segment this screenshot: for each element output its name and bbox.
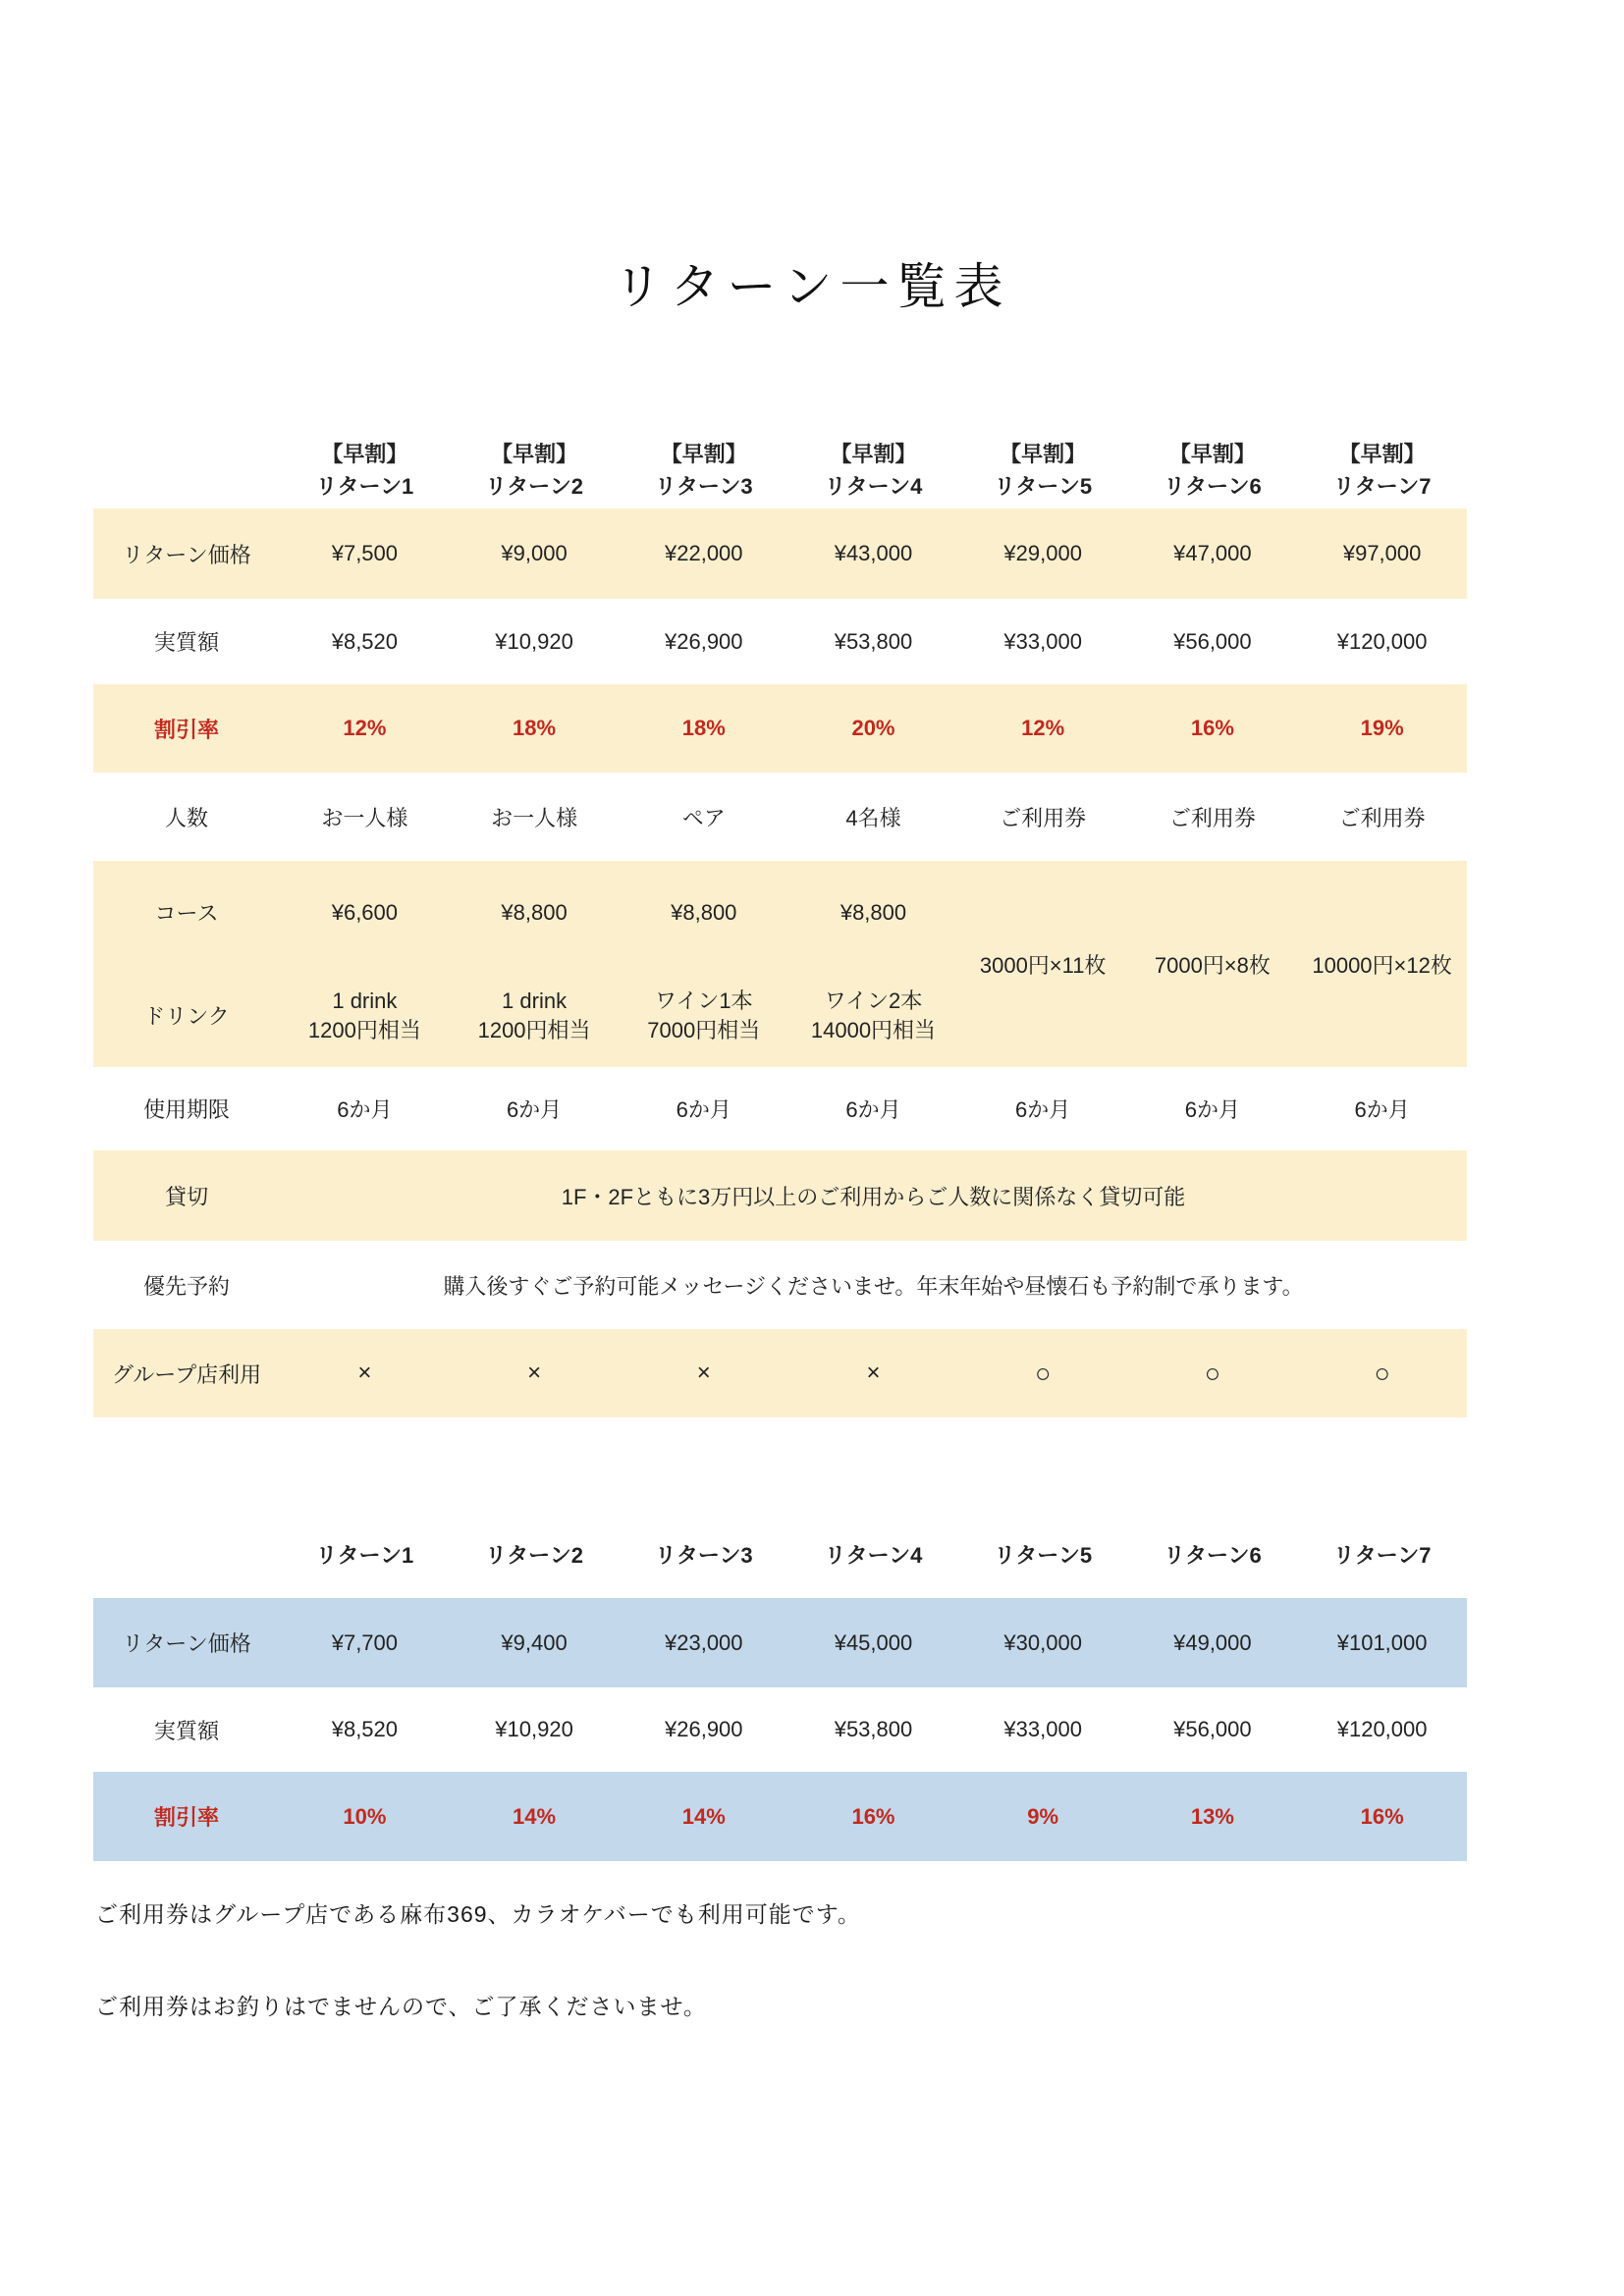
row-label: 優先予約 [143, 1273, 231, 1299]
value-cell: ¥10,920 [495, 1717, 573, 1741]
value-cell: ¥8,520 [331, 628, 399, 654]
availability-mark: ○ [1128, 1329, 1298, 1417]
value-cell: ¥8,800 [788, 861, 958, 964]
value-cell: ¥30,000 [958, 1598, 1128, 1687]
row-label: 貸切 [93, 1150, 280, 1241]
regular-price-table-wrap [93, 1512, 1467, 1861]
value-cell: ¥8,800 [450, 861, 620, 964]
value-cell: 16% [1128, 684, 1298, 773]
value-cell: ¥97,000 [1297, 508, 1467, 599]
value-cell: ¥26,900 [665, 1717, 743, 1741]
value-cell: ¥7,500 [280, 508, 450, 599]
column-header [788, 432, 958, 508]
row-label: コース [93, 861, 280, 964]
value-cell: お一人様 [491, 805, 578, 830]
value-cell: ¥8,800 [619, 861, 788, 964]
header-prefix: 【早割】 [830, 442, 917, 466]
page-title: リターン一覧表 [613, 259, 1011, 314]
row-label: 人数 [165, 805, 209, 830]
column-header [619, 1512, 788, 1598]
value-cell: 10% [280, 1772, 450, 1861]
value-cell: 6か月 [1354, 1097, 1410, 1122]
value-cell: 14% [619, 1772, 788, 1861]
value-cell: 12% [280, 684, 450, 773]
value-cell: ¥6,600 [280, 861, 450, 964]
value-cell: 4名様 [845, 805, 901, 830]
value-cell: 1 drink 1200円相当 [280, 964, 450, 1067]
value-cell: ¥47,000 [1128, 508, 1298, 599]
value-cell: ワイン2本 14000円相当 [788, 964, 958, 1067]
value-cell: 9% [958, 1772, 1128, 1861]
row-note-cell: 購入後すぐご予約可能メッセージくださいませ。年末年始や昼懐石も予約制で承ります。 [443, 1273, 1304, 1299]
value-cell: 6か月 [845, 1097, 901, 1122]
value-cell: お一人様 [321, 805, 408, 830]
value-cell: ¥8,520 [331, 1717, 399, 1741]
value-cell: ¥29,000 [958, 508, 1128, 599]
header-prefix: 【早割】 [1168, 442, 1256, 466]
value-cell: 18% [619, 684, 788, 773]
value-cell: ご利用券 [1338, 805, 1426, 830]
column-header [280, 432, 450, 508]
header-return-name: リターン5 [994, 1542, 1093, 1568]
availability-mark: ○ [958, 1329, 1128, 1417]
footnote-no-change-given: ご利用券はお釣りはでませんので、ご了承くださいませ。 [95, 1994, 707, 2019]
value-cell: 6か月 [1015, 1097, 1071, 1122]
value-cell: ¥56,000 [1173, 1717, 1252, 1741]
header-return-name: リターン7 [1332, 474, 1432, 499]
value-cell: 19% [1297, 684, 1467, 773]
column-header [1128, 1512, 1298, 1598]
value-cell: ワイン1本 7000円相当 [619, 964, 788, 1067]
header-return-name: リターン3 [654, 474, 753, 499]
header-spacer [93, 432, 280, 508]
value-cell: 6か月 [676, 1097, 731, 1122]
value-cell: 1 drink 1200円相当 [450, 964, 620, 1067]
value-cell: ¥33,000 [1003, 628, 1082, 654]
row-label: グループ店利用 [93, 1329, 280, 1417]
header-return-name: リターン4 [824, 474, 923, 499]
row-label: 使用期限 [143, 1097, 231, 1122]
value-cell: 16% [1297, 1772, 1467, 1861]
voucher-cell: 3000円×11枚 [958, 861, 1128, 1067]
column-header [450, 1512, 620, 1598]
column-header [450, 432, 620, 508]
value-cell: 6か月 [337, 1097, 393, 1122]
availability-mark: × [280, 1329, 450, 1417]
value-cell: ¥101,000 [1297, 1598, 1467, 1687]
header-return-name: リターン6 [1163, 1542, 1262, 1568]
header-prefix: 【早割】 [1338, 442, 1426, 466]
value-cell: 18% [450, 684, 620, 773]
value-cell: 13% [1128, 1772, 1298, 1861]
value-cell: ¥10,920 [495, 628, 573, 654]
row-note-cell: 1F・2Fともに3万円以上のご利用からご人数に関係なく貸切可能 [280, 1150, 1467, 1241]
column-header [788, 1512, 958, 1598]
voucher-cell: 7000円×8枚 [1128, 861, 1298, 1067]
value-cell: ペア [681, 805, 726, 830]
header-return-name: リターン7 [1332, 1542, 1432, 1568]
row-label: リターン価格 [93, 508, 280, 599]
value-cell: ご利用券 [1000, 805, 1087, 830]
header-return-name: リターン4 [824, 1542, 923, 1568]
row-label: ドリンク [93, 964, 280, 1067]
header-prefix: 【早割】 [1000, 442, 1087, 466]
column-header [958, 432, 1128, 508]
column-header [1297, 1512, 1467, 1598]
value-cell: ¥26,900 [665, 628, 743, 654]
value-cell: ¥9,000 [450, 508, 620, 599]
header-return-name: リターン1 [315, 1542, 414, 1568]
value-cell: ¥33,000 [1003, 1717, 1082, 1741]
value-cell: ¥56,000 [1173, 628, 1252, 654]
value-cell: 12% [958, 684, 1128, 773]
value-cell: ¥49,000 [1128, 1598, 1298, 1687]
voucher-cell: 10000円×12枚 [1297, 861, 1467, 1067]
value-cell: 16% [788, 1772, 958, 1861]
row-label: 割引率 [93, 684, 280, 773]
column-header [280, 1512, 450, 1598]
value-cell: ¥43,000 [788, 508, 958, 599]
header-return-name: リターン3 [654, 1542, 753, 1568]
value-cell: ¥53,800 [834, 628, 913, 654]
early-discount-table [93, 432, 1467, 1417]
value-cell: ご利用券 [1168, 805, 1256, 830]
value-cell: ¥7,700 [280, 1598, 450, 1687]
value-cell: 20% [788, 684, 958, 773]
value-cell: ¥9,400 [450, 1598, 620, 1687]
column-header [619, 432, 788, 508]
row-label: リターン価格 [93, 1598, 280, 1687]
regular-price-table [93, 1512, 1467, 1861]
value-cell: 6か月 [1184, 1097, 1240, 1122]
footnote-group-store-usage: ご利用券はグループ店である麻布369、カラオケバーでも利用可能です。 [95, 1901, 861, 1927]
column-header [1297, 432, 1467, 508]
availability-mark: ○ [1297, 1329, 1467, 1417]
value-cell: ¥53,800 [834, 1717, 913, 1741]
value-cell: 6か月 [506, 1097, 563, 1122]
value-cell: ¥45,000 [788, 1598, 958, 1687]
header-return-name: リターン6 [1163, 474, 1262, 499]
header-return-name: リターン2 [485, 1542, 583, 1568]
column-header [958, 1512, 1128, 1598]
header-spacer [93, 1512, 280, 1598]
value-cell: ¥22,000 [619, 508, 788, 599]
value-cell: ¥120,000 [1336, 628, 1428, 654]
value-cell: 14% [450, 1772, 620, 1861]
value-cell: ¥23,000 [619, 1598, 788, 1687]
row-label: 実質額 [154, 1718, 220, 1743]
row-label: 実質額 [154, 630, 220, 655]
row-label: 割引率 [93, 1772, 280, 1861]
header-return-name: リターン2 [485, 474, 583, 499]
value-cell: ¥120,000 [1336, 1717, 1428, 1741]
early-discount-table-wrap [93, 432, 1467, 1417]
header-return-name: リターン5 [994, 474, 1093, 499]
availability-mark: × [788, 1329, 958, 1417]
header-prefix: 【早割】 [491, 442, 578, 466]
header-prefix: 【早割】 [321, 442, 408, 466]
header-return-name: リターン1 [315, 474, 414, 499]
availability-mark: × [619, 1329, 788, 1417]
availability-mark: × [450, 1329, 620, 1417]
column-header [1128, 432, 1298, 508]
header-prefix: 【早割】 [660, 442, 747, 466]
